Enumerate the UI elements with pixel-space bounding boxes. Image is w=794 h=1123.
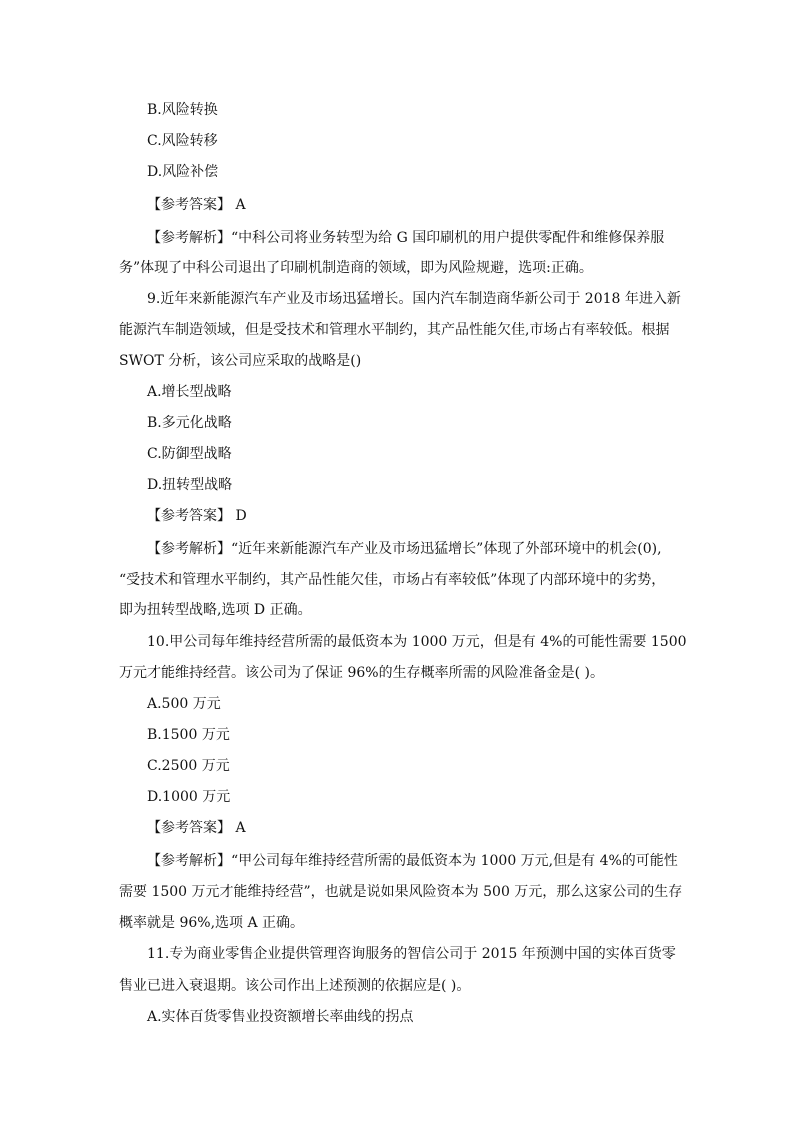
question-9-option-b: B.多元化战略: [147, 415, 232, 431]
explanation-q10-line-2: 需要 1500 万元才能维持经营”，也就是说如果风险资本为 500 万元，那么这家公司的生存: [119, 884, 683, 900]
question-9-line-3: SWOT 分析，该公司应采取的战略是(): [119, 353, 362, 369]
question-11-option-a: A.实体百货零售业投资额增长率曲线的拐点: [147, 1009, 414, 1025]
option-d-risk-compensation: D.风险补偿: [147, 164, 219, 180]
question-9-option-a: A.增长型战略: [147, 384, 232, 400]
answer-q9: 【参考答案】 D: [147, 508, 247, 524]
question-11-line-2: 售业已进入衰退期。该公司作出上述预测的依据应是( )。: [119, 978, 471, 994]
question-9-option-d: D.扭转型战略: [147, 477, 233, 493]
explanation-q8-line-2: 务”体现了中科公司退出了印刷机制造商的领域，即为风险规避，选项:正确。: [119, 260, 593, 276]
question-10-line-1: 10.甲公司每年维持经营所需的最低资本为 1000 万元，但是有 4%的可能性需要 1500: [147, 634, 687, 650]
explanation-q9-line-2: “受技术和管理水平制约，其产品性能欠佳，市场占有率较低”体现了内部环境中的劣势，: [119, 572, 666, 588]
explanation-q10-line-1: 【参考解析】“甲公司每年维持经营所需的最低资本为 1000 万元,但是有 4%的可能性: [147, 853, 678, 869]
question-9-line-1: 9.近年来新能源汽车产业及市场迅猛增长。国内汽车制造商华新公司于 2018 年进入新: [147, 291, 681, 307]
answer-q10: 【参考答案】 A: [147, 820, 246, 836]
question-10-option-b: B.1500 万元: [147, 727, 230, 743]
option-b-risk-conversion: B.风险转换: [147, 102, 218, 118]
answer-q8: 【参考答案】 A: [147, 197, 246, 213]
question-10-line-2: 万元才能维持经营。该公司为了保证 96%的生存概率所需的风险准备金是( )。: [119, 665, 604, 681]
question-9-option-c: C.防御型战略: [147, 446, 232, 462]
explanation-q9-line-3: 即为扭转型战略,选项 D 正确。: [119, 602, 312, 618]
option-c-risk-transfer: C.风险转移: [147, 133, 218, 149]
explanation-q8-line-1: 【参考解析】“中科公司将业务转型为给 G 国印刷机的用户提供零配件和维修保养服: [147, 230, 665, 246]
question-10-option-a: A.500 万元: [147, 696, 221, 712]
explanation-q9-line-1: 【参考解析】“近年来新能源汽车产业及市场迅猛增长”体现了外部环境中的机会(0),: [147, 541, 662, 557]
question-10-option-d: D.1000 万元: [147, 789, 231, 805]
question-10-option-c: C.2500 万元: [147, 758, 230, 774]
explanation-q10-line-3: 概率就是 96%,选项 A 正确。: [119, 915, 305, 931]
question-9-line-2: 能源汽车制造领域，但是受技术和管理水平制约，其产品性能欠佳,市场占有率较低。根据: [119, 322, 670, 338]
question-11-line-1: 11.专为商业零售企业提供管理咨询服务的智信公司于 2015 年预测中国的实体百货零: [147, 946, 676, 962]
